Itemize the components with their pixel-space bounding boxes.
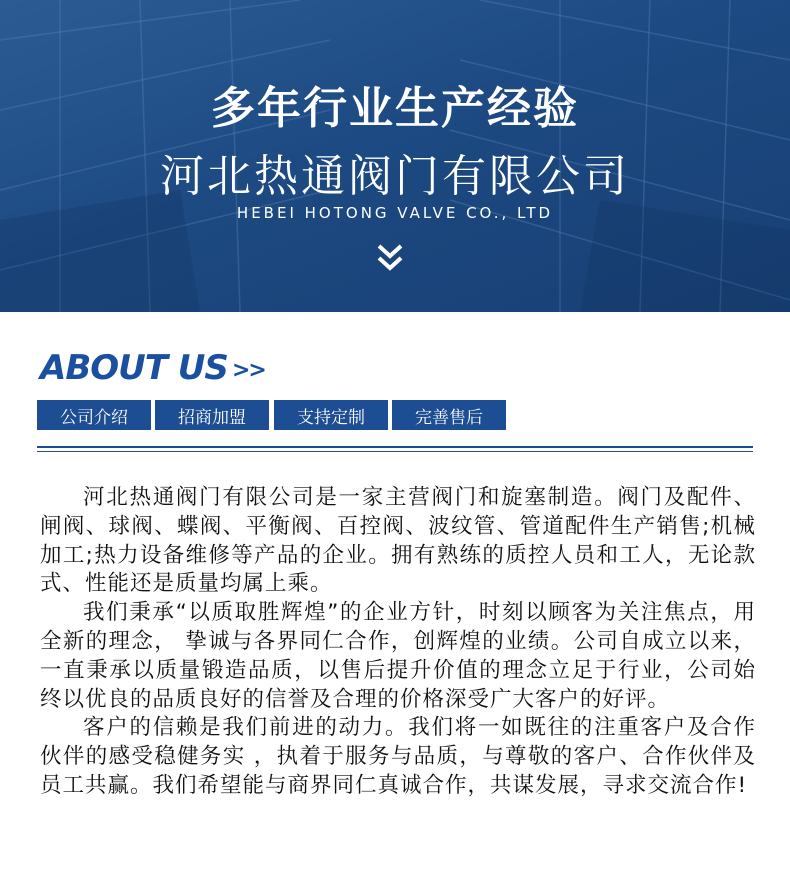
company-description	[40, 484, 756, 801]
hero-subtitle: HEBEI HOTONG VALVE CO., LTD	[236, 204, 554, 222]
hero-title-line2: 河北热通阀门有限公司	[160, 151, 630, 202]
tab-company-intro[interactable]: 公司介绍	[37, 400, 151, 430]
tab-customization[interactable]: 支持定制	[274, 400, 388, 430]
paragraph-intro: 河北热通阀门有限公司是一家主营阀门和旋塞制造。阀门及配件、闸阀、球阀、蝶阀、平衡阀、百控阀、波纹管、管道配件生产销售;机械加工;热力设备维修等产品的企业。拥有熟练的质控人员和工人，无论款式、性能还是质量均属上乘。	[40, 485, 756, 597]
paragraph-philosophy: 我们秉承“以质取胜辉煌”的企业方针，时刻以顾客为关注焦点，用全新的理念， 挚诚与各界同仁合作，创辉煌的业绩。公司自成立以来，一直秉承以质量锻造品质，以售后提升价值的理念立足于行业，公司始终以优良的品质良好的信誉及合理的价格深受广大客户的好评。	[40, 600, 756, 712]
about-us-arrows: >>	[232, 358, 265, 383]
tab-franchise[interactable]: 招商加盟	[155, 400, 269, 430]
double-chevron-down-icon[interactable]	[373, 240, 407, 274]
hero-banner	[0, 0, 790, 312]
section-divider	[37, 446, 753, 448]
hero-title-line1: 多年行业生产经验	[211, 83, 579, 134]
section-divider-thin	[37, 451, 753, 452]
tab-after-sales[interactable]: 完善售后	[392, 400, 506, 430]
about-us-heading: ABOUT US	[40, 348, 228, 388]
paragraph-customers: 客户的信赖是我们前进的动力。我们将一如既往的注重客户及合作伙伴的感受稳健务实 ，执着于服务与品质，与尊敬的客户、合作伙伴及员工共赢。我们希望能与商界同仁真诚合作，共谋发展，寻求交流合作!	[40, 715, 756, 798]
